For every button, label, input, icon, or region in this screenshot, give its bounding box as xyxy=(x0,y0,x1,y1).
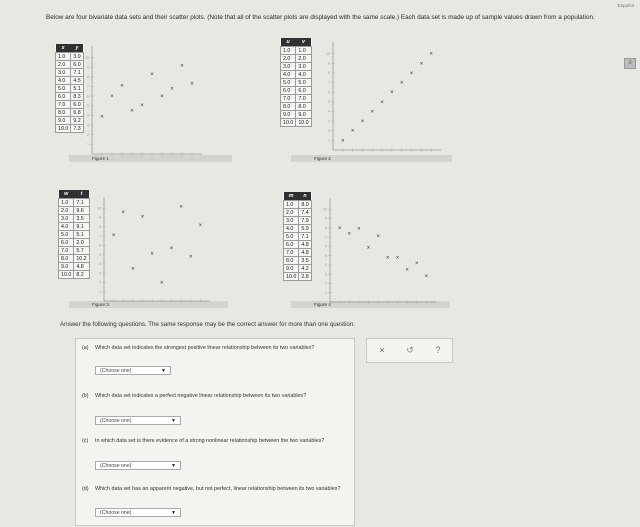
table-row xyxy=(56,125,84,133)
table-cell: 2.0 xyxy=(74,239,89,247)
y-tick-label: 3 xyxy=(99,271,101,276)
y-tick-label: 8 xyxy=(328,71,330,76)
table-cell: 4.0 xyxy=(281,71,296,79)
table-header: w xyxy=(59,190,74,199)
y-tick-label: 4 xyxy=(87,113,89,118)
table-cell: 7.0 xyxy=(59,247,74,255)
scatter-point: × xyxy=(110,94,114,101)
data-table-1 xyxy=(55,44,84,133)
scatter-point: × xyxy=(111,233,116,240)
dropdown-arrow-icon: ▼ xyxy=(171,510,176,516)
table-cell: 2.8 xyxy=(299,273,311,281)
table-cell: 8.2 xyxy=(74,271,89,279)
table-cell: 3.0 xyxy=(296,63,311,71)
question-text: Which data set has an apparent negative, but not perfect, linear relationship between its two variables? xyxy=(95,486,341,492)
table-cell: 5.1 xyxy=(71,85,83,93)
table-cell: 10.0 xyxy=(296,119,311,127)
scatter-point: × xyxy=(366,245,371,252)
table-cell: 5.0 xyxy=(281,79,296,87)
table-row xyxy=(284,257,312,265)
y-tick-label: 6 xyxy=(87,94,89,99)
y-tick-label: 10 xyxy=(326,51,330,56)
table-cell: 4.0 xyxy=(56,77,71,85)
table-row xyxy=(56,53,84,61)
table-row xyxy=(59,215,90,223)
scatter-point: × xyxy=(160,94,164,101)
table-cell: 5.7 xyxy=(74,247,89,255)
clear-button[interactable]: × xyxy=(379,345,385,355)
table-cell: 3.0 xyxy=(284,217,299,225)
table-cell: 2.0 xyxy=(59,207,74,215)
scatter-point: × xyxy=(131,266,135,273)
table-cell: 7.0 xyxy=(56,101,71,109)
scatter-point: × xyxy=(370,109,375,116)
scatter-point: × xyxy=(140,102,144,109)
question-letter: (d) xyxy=(82,486,89,492)
y-tick-label: 10 xyxy=(323,207,327,212)
y-tick-label: 2 xyxy=(328,128,330,133)
table-cell: 8.0 xyxy=(59,255,74,263)
scatter-point: × xyxy=(429,51,433,58)
table-cell: 3.0 xyxy=(59,215,74,223)
scatter-point: × xyxy=(419,61,424,68)
table-row xyxy=(59,231,90,239)
table-row xyxy=(59,255,90,263)
table-cell: 8.0 xyxy=(281,103,296,111)
y-tick-label: 5 xyxy=(87,104,89,109)
scatter-point: × xyxy=(140,214,145,221)
table-row xyxy=(281,111,312,119)
table-cell: 5.1 xyxy=(74,231,89,239)
scatter-point: × xyxy=(188,254,193,261)
y-tick-label: 6 xyxy=(328,90,330,95)
table-cell: 9.0 xyxy=(59,263,74,271)
answer-select-a[interactable] xyxy=(95,366,171,375)
scatter-point: × xyxy=(360,119,365,126)
table-cell: 3.5 xyxy=(74,215,89,223)
y-tick-label: 1 xyxy=(99,289,101,294)
y-tick-label: 5 xyxy=(325,253,327,258)
table-cell: 5.0 xyxy=(296,79,311,87)
table-cell: 3.0 xyxy=(281,63,296,71)
select-value: (Choose one) xyxy=(100,463,132,469)
table-cell: 4.8 xyxy=(74,263,89,271)
table-cell: 4.8 xyxy=(299,241,311,249)
table-header: m xyxy=(284,192,299,201)
table-row xyxy=(56,93,84,101)
scatter-point: × xyxy=(380,99,384,106)
y-tick-label: 7 xyxy=(328,80,330,85)
table-cell: 5.0 xyxy=(56,85,71,93)
table-row xyxy=(59,239,90,247)
question-a xyxy=(82,345,348,361)
table-cell: 1.0 xyxy=(281,47,296,55)
table-row xyxy=(281,119,312,127)
table-cell: 10.2 xyxy=(74,255,89,263)
table-row xyxy=(59,271,90,279)
table-cell: 6.0 xyxy=(281,87,296,95)
question-letter: (b) xyxy=(82,393,89,399)
data-table-3 xyxy=(58,190,90,279)
questions-panel xyxy=(75,338,355,526)
scatter-point: × xyxy=(405,267,409,274)
table-cell: 6.0 xyxy=(56,93,71,101)
table-row xyxy=(284,241,312,249)
table-cell: 4.0 xyxy=(284,225,299,233)
scatter-point: × xyxy=(386,255,390,262)
scatter-point: × xyxy=(170,86,174,93)
table-cell: 8.0 xyxy=(284,257,299,265)
table-row xyxy=(284,209,312,217)
y-tick-label: 3 xyxy=(87,123,89,128)
table-cell: 9.0 xyxy=(281,111,296,119)
question-text: Which data set indicates a perfect negative linear relationship between its two variables? xyxy=(95,393,307,399)
y-tick-label: 9 xyxy=(328,61,330,66)
table-row xyxy=(281,55,312,63)
table-row xyxy=(281,47,312,55)
sidebar-toggle-icon[interactable]: ≡ xyxy=(624,58,636,69)
table-cell: 6.0 xyxy=(59,239,74,247)
table-header: v xyxy=(296,38,311,47)
scatter-point: × xyxy=(150,72,154,79)
scatter-point: × xyxy=(350,128,355,135)
table-cell: 7.1 xyxy=(299,233,311,241)
scatter-point: × xyxy=(337,225,342,232)
table-row xyxy=(59,207,90,215)
table-cell: 8.0 xyxy=(296,103,311,111)
scatter-point: × xyxy=(424,274,429,281)
table-cell: 3.5 xyxy=(299,257,311,265)
y-tick-label: 8 xyxy=(87,75,89,80)
table-cell: 9.1 xyxy=(74,223,89,231)
table-row xyxy=(281,71,312,79)
table-row xyxy=(59,247,90,255)
table-cell: 4.0 xyxy=(59,223,74,231)
table-row xyxy=(281,95,312,103)
answer-select-d[interactable] xyxy=(95,508,181,517)
scatter-point: × xyxy=(409,70,414,77)
table-cell: 7.0 xyxy=(281,95,296,103)
y-tick-label: 6 xyxy=(99,243,101,248)
scatter-plot-1 xyxy=(84,44,204,162)
table-cell: 10.0 xyxy=(59,271,74,279)
table-row xyxy=(284,249,312,257)
table-cell: 6.0 xyxy=(296,87,311,95)
scatter-point: × xyxy=(357,226,361,233)
intro-text: Below are four bivariate data sets and their scatter plots. (Note that all of the scatter plots are displayed with the same scale.) Each data set is made up of sample values drawn from a population. xyxy=(46,14,595,21)
answer-tools xyxy=(366,338,453,363)
table-cell: 1.0 xyxy=(284,201,299,209)
y-tick-label: 1 xyxy=(87,142,89,147)
table-header: n xyxy=(299,192,311,201)
y-tick-label: 4 xyxy=(99,262,101,267)
table-cell: 4.8 xyxy=(299,249,311,257)
table-cell: 8.3 xyxy=(71,93,83,101)
dropdown-arrow-icon: ▼ xyxy=(171,463,176,469)
scatter-point: × xyxy=(100,114,104,121)
table-cell: 6.0 xyxy=(71,61,83,69)
table-row xyxy=(59,263,90,271)
undo-button[interactable]: ↺ xyxy=(406,345,414,355)
scatter-point: × xyxy=(150,251,154,258)
table-cell: 4.0 xyxy=(296,71,311,79)
scatter-point: × xyxy=(130,108,134,115)
table-cell: 3.0 xyxy=(56,69,71,77)
table-row xyxy=(284,225,312,233)
help-button[interactable]: ? xyxy=(435,345,441,355)
scatter-point: × xyxy=(414,261,419,268)
scatter-plot-2 xyxy=(325,40,443,158)
dropdown-arrow-icon: ▼ xyxy=(161,368,166,374)
y-tick-label: 3 xyxy=(328,119,330,124)
table-row xyxy=(59,223,90,231)
select-value: (Choose one) xyxy=(100,368,132,374)
table-cell: 7.1 xyxy=(74,199,89,207)
table-row xyxy=(281,63,312,71)
table-cell: 7.3 xyxy=(71,125,83,133)
table-row xyxy=(284,233,312,241)
y-tick-label: 9 xyxy=(325,216,327,221)
y-tick-label: 3 xyxy=(325,272,327,277)
y-tick-label: 1 xyxy=(325,290,327,295)
question-text: In which data set is there evidence of a strong nonlinear relationship between the two variables? xyxy=(95,438,325,444)
table-cell: 1.0 xyxy=(56,53,71,61)
table-row xyxy=(59,199,90,207)
select-value: (Choose one) xyxy=(100,510,132,516)
table-row xyxy=(56,61,84,69)
table-cell: 9.2 xyxy=(71,117,83,125)
table-cell: 10.0 xyxy=(56,125,71,133)
scatter-point: × xyxy=(347,231,352,238)
table-header: y xyxy=(71,44,83,53)
table-cell: 5.0 xyxy=(284,233,299,241)
y-tick-label: 9 xyxy=(99,215,101,220)
select-value: (Choose one) xyxy=(100,418,132,424)
scatter-point: × xyxy=(376,234,380,241)
scatter-point: × xyxy=(395,255,400,262)
table-cell: 4.2 xyxy=(299,265,311,273)
table-cell: 8.0 xyxy=(299,201,311,209)
table-cell: 7.1 xyxy=(71,69,83,77)
y-tick-label: 1 xyxy=(328,138,330,143)
scatter-point: × xyxy=(198,222,203,229)
table-cell: 7.0 xyxy=(296,95,311,103)
table-cell: 5.0 xyxy=(59,231,74,239)
table-row xyxy=(56,69,84,77)
scatter-point: × xyxy=(169,246,174,253)
table-cell: 9.0 xyxy=(284,265,299,273)
y-tick-label: 5 xyxy=(99,252,101,257)
table-cell: 2.0 xyxy=(296,55,311,63)
y-tick-label: 8 xyxy=(99,225,101,230)
figure-caption-2: Figure 2 xyxy=(291,155,452,162)
table-cell: 1.0 xyxy=(296,47,311,55)
table-cell: 2.0 xyxy=(56,61,71,69)
scatter-point: × xyxy=(160,280,164,287)
table-row xyxy=(56,117,84,125)
y-tick-label: 10 xyxy=(85,55,89,60)
scatter-plot-4 xyxy=(322,196,438,310)
question-b xyxy=(82,393,348,409)
answer-select-c[interactable] xyxy=(95,461,181,470)
table-row xyxy=(281,103,312,111)
y-tick-label: 9 xyxy=(87,65,89,70)
y-tick-label: 7 xyxy=(325,235,327,240)
scatter-point: × xyxy=(120,83,124,90)
table-row xyxy=(284,201,312,209)
table-row xyxy=(56,101,84,109)
y-tick-label: 4 xyxy=(328,109,330,114)
table-row xyxy=(56,109,84,117)
table-cell: 4.5 xyxy=(71,77,83,85)
table-cell: 3.9 xyxy=(71,53,83,61)
table-row xyxy=(284,265,312,273)
table-cell: 2.0 xyxy=(281,55,296,63)
scatter-point: × xyxy=(399,80,404,87)
dropdown-arrow-icon: ▼ xyxy=(171,418,176,424)
question-c xyxy=(82,438,348,454)
y-tick-label: 2 xyxy=(325,281,327,286)
table-cell: 7.4 xyxy=(299,209,311,217)
language-link[interactable]: Espaňol xyxy=(617,3,634,8)
table-cell: 9.0 xyxy=(56,117,71,125)
y-tick-label: 10 xyxy=(97,206,101,211)
figure-caption-3: Figure 3 xyxy=(69,301,228,308)
table-cell: 6.8 xyxy=(71,109,83,117)
scatter-point: × xyxy=(180,63,184,70)
table-row xyxy=(284,273,312,281)
table-row xyxy=(56,77,84,85)
answer-select-b[interactable] xyxy=(95,416,181,425)
table-cell: 5.9 xyxy=(299,225,311,233)
scatter-point: × xyxy=(390,90,394,97)
table-cell: 8.0 xyxy=(56,109,71,117)
table-row xyxy=(281,79,312,87)
y-tick-label: 7 xyxy=(99,234,101,239)
table-cell: 9.6 xyxy=(74,207,89,215)
scatter-point: × xyxy=(121,209,126,216)
question-letter: (c) xyxy=(82,438,89,444)
figure-caption-1: Figure 1 xyxy=(69,155,232,162)
y-tick-label: 2 xyxy=(99,280,101,285)
question-letter: (a) xyxy=(82,345,89,351)
table-cell: 1.0 xyxy=(59,199,74,207)
table-header: u xyxy=(281,38,296,47)
table-cell: 10.0 xyxy=(284,273,299,281)
table-header: t xyxy=(74,190,89,199)
scatter-plot-3 xyxy=(96,195,212,309)
y-tick-label: 8 xyxy=(325,226,327,231)
table-cell: 6.0 xyxy=(71,101,83,109)
y-tick-label: 4 xyxy=(325,263,327,268)
table-cell: 6.0 xyxy=(284,241,299,249)
table-cell: 9.0 xyxy=(296,111,311,119)
question-d xyxy=(82,486,348,502)
y-tick-label: 2 xyxy=(87,132,89,137)
table-cell: 7.0 xyxy=(284,249,299,257)
table-cell: 10.0 xyxy=(281,119,296,127)
scatter-point: × xyxy=(341,138,345,145)
table-header: x xyxy=(56,44,71,53)
scatter-point: × xyxy=(179,204,183,211)
y-tick-label: 5 xyxy=(328,100,330,105)
figure-caption-4: Figure 4 xyxy=(291,301,450,308)
data-table-4 xyxy=(283,192,312,281)
y-tick-label: 6 xyxy=(325,244,327,249)
scatter-point: × xyxy=(190,81,194,88)
table-cell: 7.9 xyxy=(299,217,311,225)
table-row xyxy=(281,87,312,95)
table-row xyxy=(56,85,84,93)
table-row xyxy=(284,217,312,225)
data-table-2 xyxy=(280,38,312,127)
question-text: Which data set indicates the strongest positive linear relationship between its two variables? xyxy=(95,345,315,351)
y-tick-label: 7 xyxy=(87,84,89,89)
instructions-text: Answer the following questions. The same response may be the correct answer for more than one question. xyxy=(60,321,355,328)
table-cell: 2.0 xyxy=(284,209,299,217)
